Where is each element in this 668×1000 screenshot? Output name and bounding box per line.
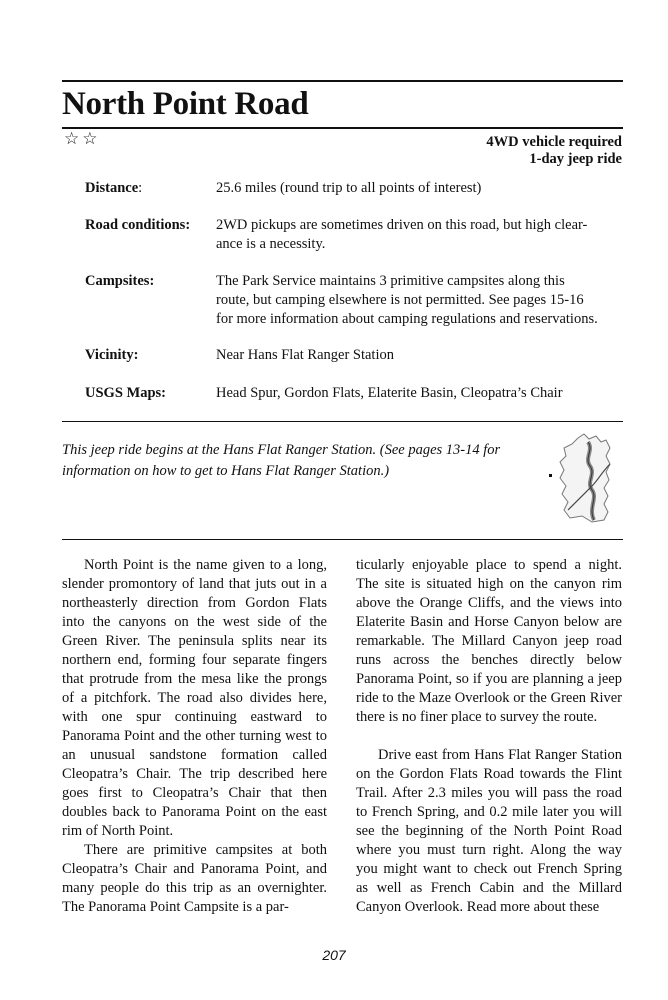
rating-stars-icon: ☆☆ xyxy=(64,129,101,149)
usgs-maps-label: USGS Maps: xyxy=(85,385,166,401)
title-rule xyxy=(62,127,623,129)
paragraph: ticularly enjoyable place to spend a night. The site is situated high on the canyon rim above the Orange Cliffs, and the views into Elaterite Basin and Horse Canyon below are remarkable. The Millard Canyon jeep road runs across the benches directly below Panorama Point, so if you are planning a jeep ride to the Maze Overlook or the Green River there is no finer place to survey the route. xyxy=(356,557,622,725)
vicinity-label: Vicinity: xyxy=(85,347,139,363)
top-rule xyxy=(62,80,623,82)
location-marker-icon xyxy=(549,474,552,477)
distance-value: 25.6 miles (round trip to all points of interest) xyxy=(216,180,482,196)
paragraph: There are primitive campsites at both Cleopatra’s Chair and Panorama Point, and many people do this trip as an overnighter. The Panorama Point Campsite is a par- xyxy=(62,842,327,915)
page-number: 207 xyxy=(322,947,346,963)
page-title: North Point Road xyxy=(62,86,309,122)
body-column-right xyxy=(356,556,622,917)
campsites-label: Campsites: xyxy=(85,273,155,289)
trip-duration: 1-day jeep ride xyxy=(529,151,622,167)
park-boundary xyxy=(560,434,610,522)
paragraph: Drive east from Hans Flat Ranger Station on the Gordon Flats Road towards the Flint Trail. After 2.3 miles you will pass the road to French Spring, and 0.2 mile later you will see the beginning of the North Point Road where you must turn right. Along the way you might want to check out French Spring as well as French Cabin and the Millard Canyon Overlook. Read more about these xyxy=(356,747,622,915)
usgs-maps-value: Head Spur, Gordon Flats, Elaterite Basin, Cleopatra’s Chair xyxy=(216,385,563,401)
paragraph: North Point is the name given to a long, slender promontory of land that juts out in a northeasterly direction from Gordon Flats into the canyons on the west side of the Green River. The peninsula splits near its northern end, forming four separate fingers that protrude from the mesa like the prongs of a pitchfork. The road also divides here, with one spur continuing eastward to Panorama Point and the other turning west to an unusual sandstone formation called Cleopatra’s Chair. The trip described here goes first to Cleopatra’s Chair that then doubles back to Panorama Point on the east rim of North Point. xyxy=(62,557,327,839)
section-rule-lower xyxy=(62,539,623,540)
body-column-left xyxy=(62,556,327,917)
vehicle-requirement: 4WD vehicle required xyxy=(486,134,622,150)
intro-note: This jeep ride begins at the Hans Flat Ranger Station. (See pages 13-14 for information on how to get to Hans Flat Ranger Station.) xyxy=(62,442,501,479)
campsites-value: The Park Service maintains 3 primitive campsites along this route, but camping elsewhere is not permitted. See pages 15-16 for more information about camping regulations and reservations. xyxy=(216,273,598,327)
trip-requirements xyxy=(486,134,622,168)
section-rule-upper xyxy=(62,421,623,422)
vicinity-value: Near Hans Flat Ranger Station xyxy=(216,347,394,363)
locator-map-icon xyxy=(548,430,620,526)
road-conditions-label: Road conditions: xyxy=(85,217,191,233)
road-conditions-value: 2WD pickups are sometimes driven on this road, but high clear- ance is a necessity. xyxy=(216,217,588,252)
distance-label: Distance xyxy=(85,180,139,196)
